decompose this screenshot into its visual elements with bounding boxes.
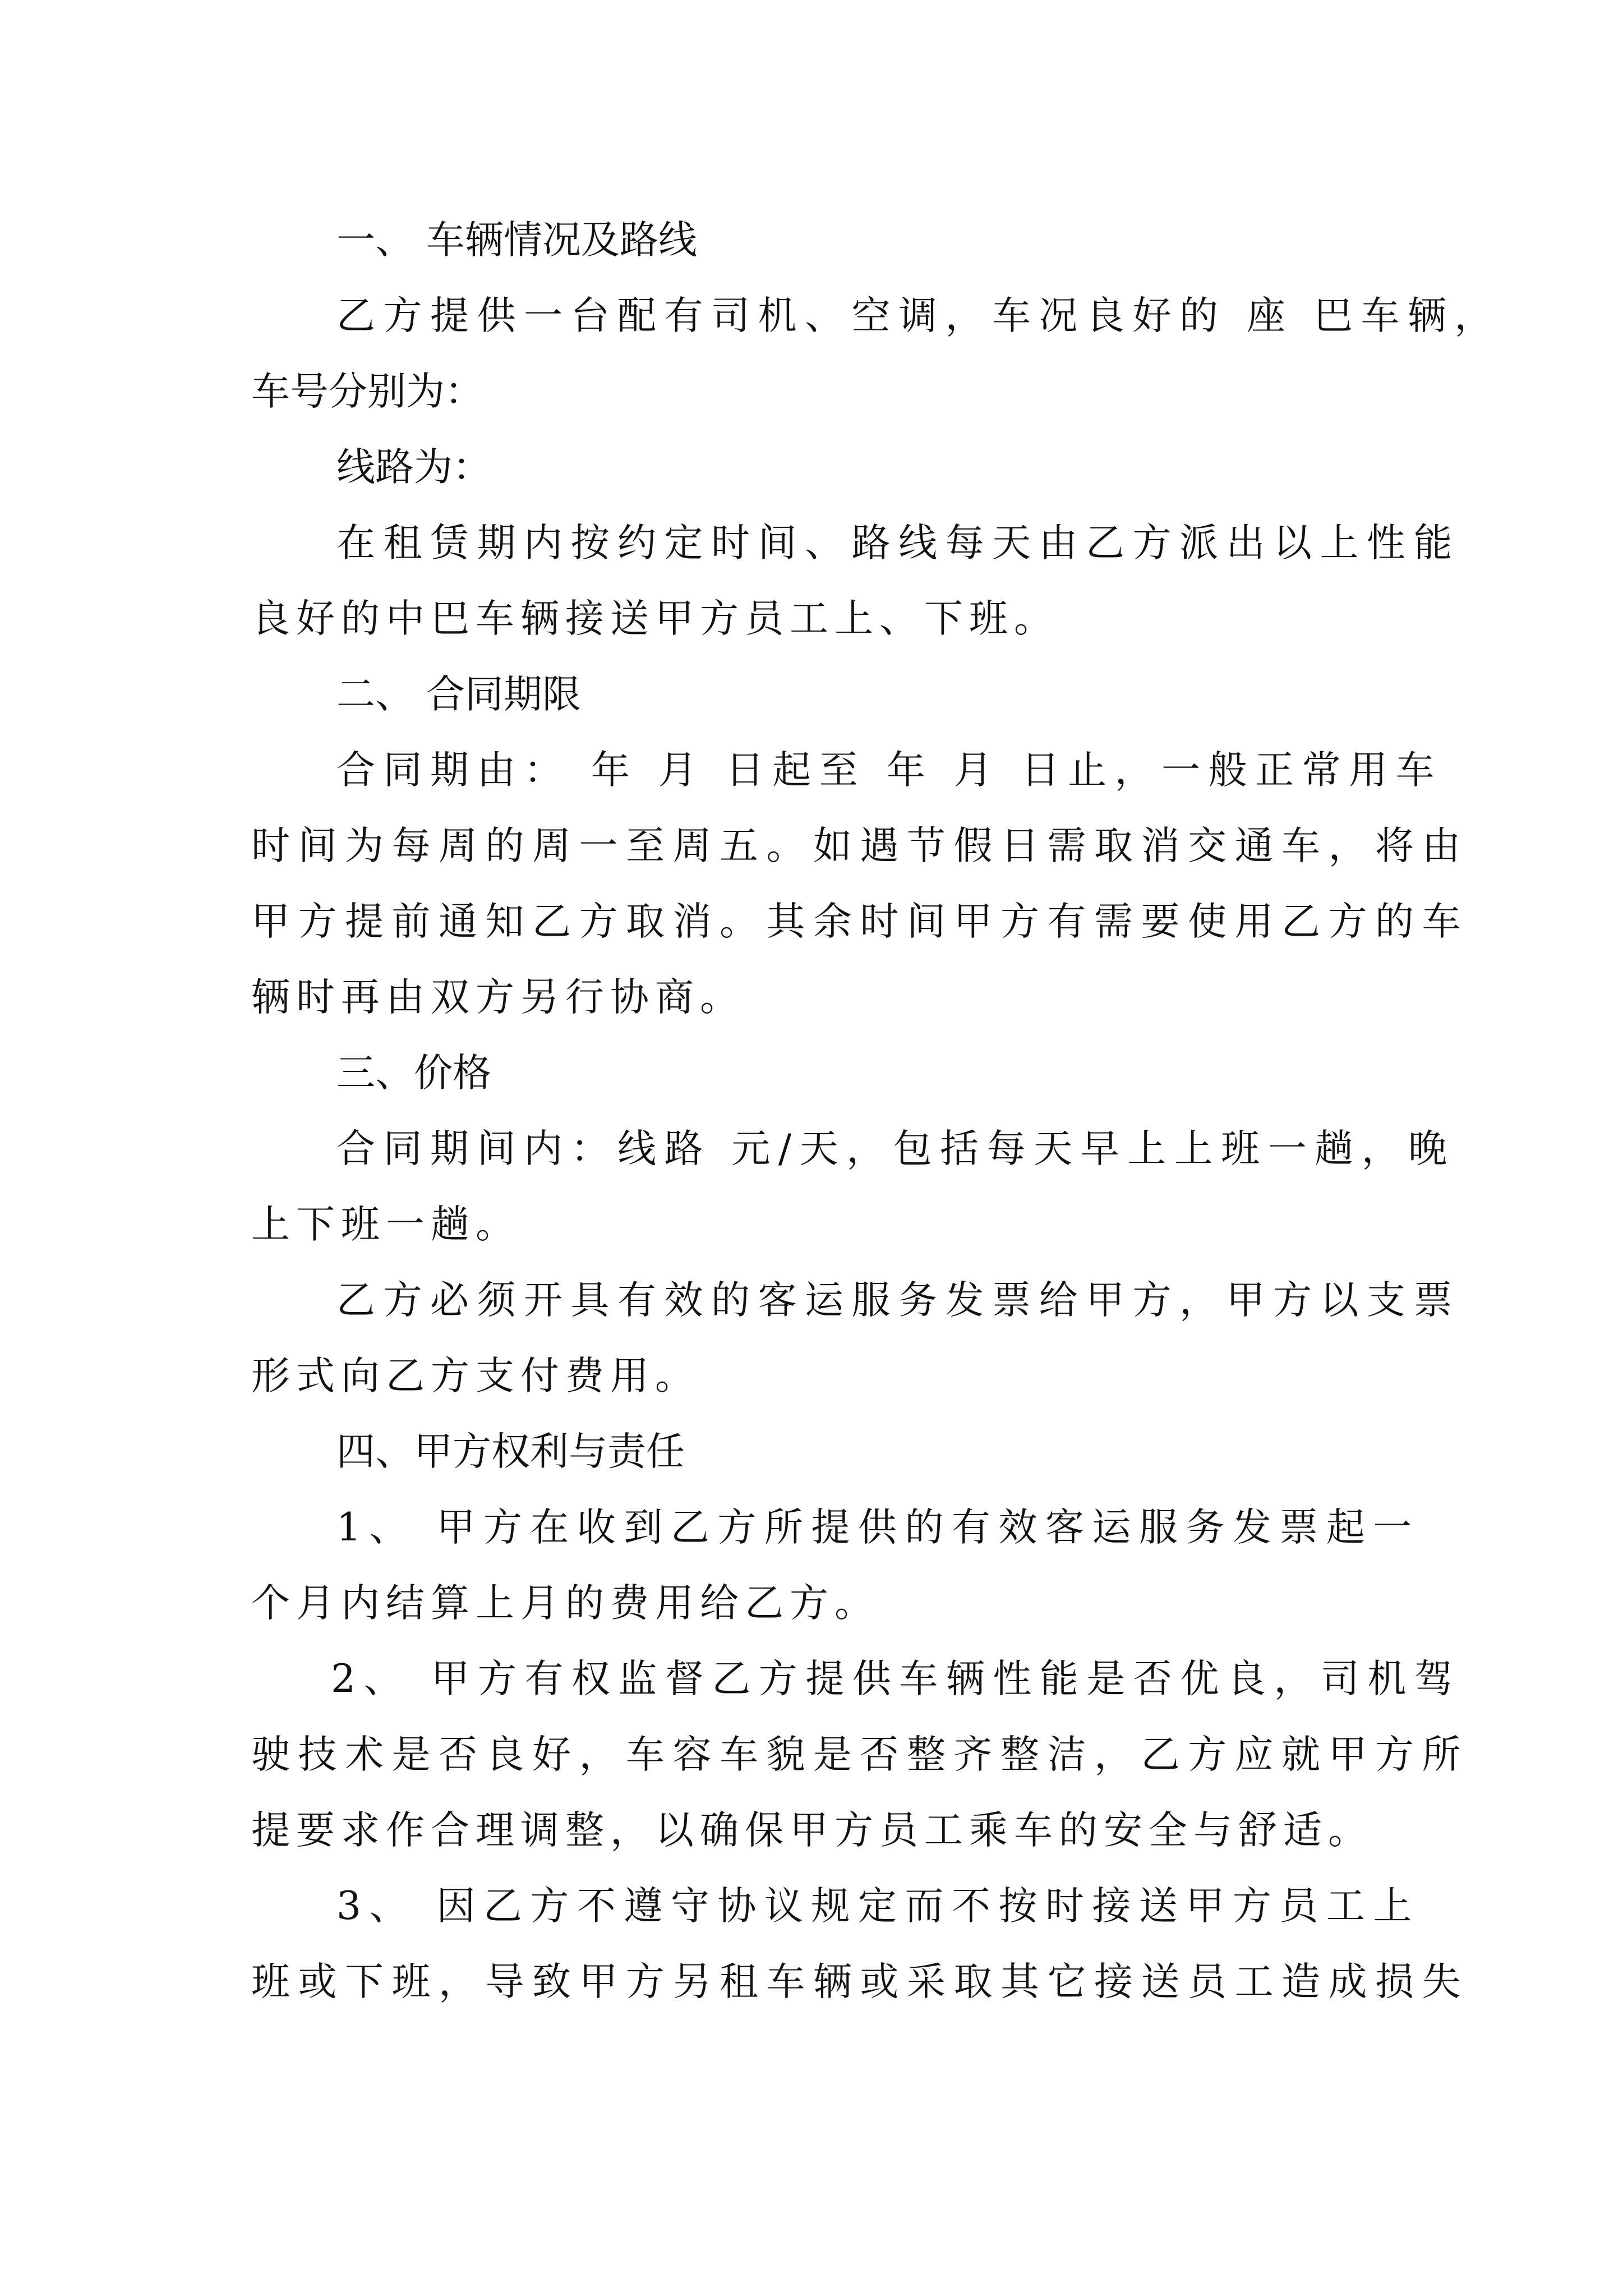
list-item-2-line-3: 提要求作合理调整，以确保甲方员工乘车的安全与舒适。 xyxy=(251,1808,1373,1853)
section-heading-price: 三、价格 xyxy=(336,1051,491,1096)
list-item-2-line-2: 驶技术是否良好，车容车貌是否整齐整洁，乙方应就甲方所 xyxy=(251,1732,1469,1777)
section-heading-vehicle-route: 一、 车辆情况及路线 xyxy=(336,218,697,263)
paragraph-invoice-line-2: 形式向乙方支付费用。 xyxy=(251,1354,700,1398)
paragraph-vehicle-line-2: 车号分别为： xyxy=(251,369,483,414)
paragraph-term-line-3: 甲方提前通知乙方取消。其余时间甲方有需要使用乙方的车 xyxy=(251,899,1469,944)
paragraph-term-line-2: 时间为每周的周一至周五。如遇节假日需取消交通车，将由 xyxy=(251,823,1469,868)
paragraph-invoice-line-1: 乙方必须开具有效的客运服务发票给甲方，甲方以支票 xyxy=(336,1278,1460,1323)
paragraph-price-line-2: 上下班一趟。 xyxy=(251,1202,520,1247)
paragraph-price-line-1: 合同期间内：线路 元/天，包括每天早上上班一趟，晚 xyxy=(336,1126,1455,1171)
section-heading-party-a-rights: 四、甲方权利与责任 xyxy=(336,1429,685,1474)
list-item-3-line-1: 3、 因乙方不遵守协议规定而不按时接送甲方员工上 xyxy=(336,1884,1420,1929)
paragraph-route: 线路为： xyxy=(336,445,491,490)
list-item-2-line-1: 2、 甲方有权监督乙方提供车辆性能是否优良，司机驾 xyxy=(331,1657,1461,1701)
section-heading-contract-term: 二、 合同期限 xyxy=(336,672,581,717)
paragraph-lease-line-2: 良好的中巴车辆接送甲方员工上、下班。 xyxy=(251,596,1059,641)
paragraph-lease-line-1: 在租赁期内按约定时间、路线每天由乙方派出以上性能 xyxy=(336,521,1460,565)
list-item-3-line-2: 班或下班，导致甲方另租车辆或采取其它接送员工造成损失 xyxy=(251,1959,1469,2004)
paragraph-term-line-4: 辆时再由双方另行协商。 xyxy=(251,975,745,1020)
list-item-1-line-2: 个月内结算上月的费用给乙方。 xyxy=(251,1581,879,1626)
paragraph-vehicle-line-1: 乙方提供一台配有司机、空调，车况良好的 座 巴车辆， xyxy=(336,293,1501,338)
paragraph-term-line-1: 合同期由： 年 月 日起至 年 月 日止，一般正常用车 xyxy=(336,748,1443,793)
list-item-1-line-1: 1、 甲方在收到乙方所提供的有效客运服务发票起一 xyxy=(336,1505,1420,1550)
